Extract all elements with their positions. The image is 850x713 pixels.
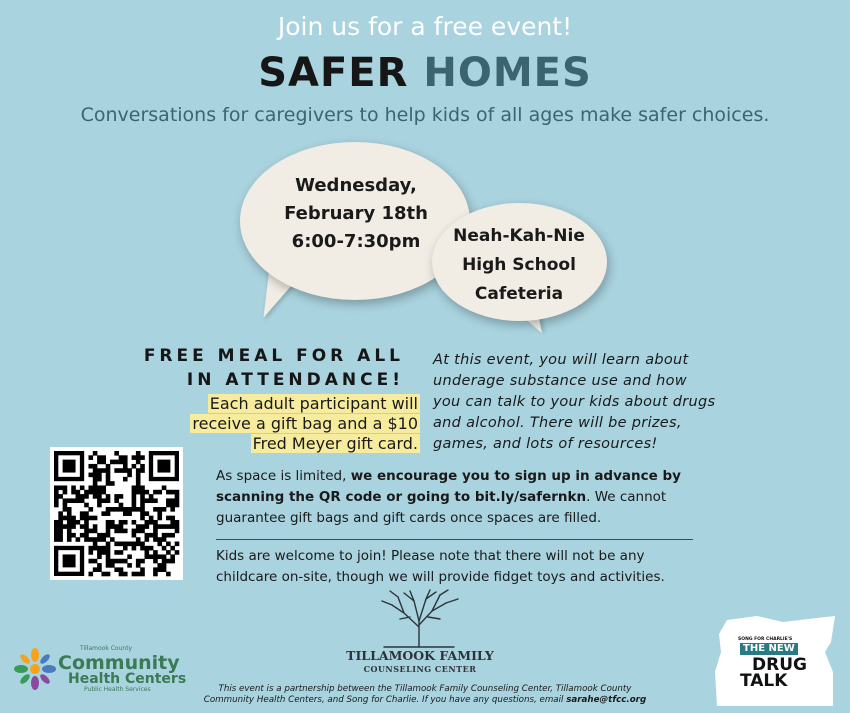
chc-flower-logo-icon <box>12 646 58 692</box>
learn-line-1: At this event, you will learn about <box>433 352 689 368</box>
event-location <box>444 222 594 309</box>
chc-name-line-1: Community <box>58 652 180 674</box>
signup-paragraph <box>216 466 736 529</box>
location-line-3: Cafeteria <box>474 284 564 304</box>
learn-line-3: you can talk to your kids about drugs <box>433 394 716 410</box>
footer-line-1: This event is a partnership between the Tillamook Family Counseling Center, Tillamook County <box>218 684 632 694</box>
drugtalk-new-label: THE NEW <box>740 643 798 655</box>
signup-bold-1: we encourage you to sign up in advance by <box>350 468 681 484</box>
drugtalk-talk-label: TALK <box>740 671 788 691</box>
contact-email[interactable]: sarahe@tfcc.org <box>566 695 647 705</box>
drugtalk-small-label: SONG FOR CHARLIE'S <box>738 637 793 642</box>
chc-name-line-2: Health Centers <box>68 671 187 687</box>
location-line-1: Neah-Kah-Nie <box>453 226 585 246</box>
tfcc-name-line-1: TILLAMOOK FAMILY <box>346 648 494 663</box>
drugtalk-drug-label: DRUG <box>752 655 807 675</box>
event-day: Wednesday, <box>295 175 417 196</box>
event-description <box>433 350 758 455</box>
signup-line-3: guarantee gift bags and gift cards once spaces are filled. <box>216 510 602 526</box>
divider <box>216 539 693 540</box>
signup-link-text[interactable]: scanning the QR code or going to bit.ly/safernkn <box>216 489 587 505</box>
tree-logo-icon <box>374 587 464 649</box>
learn-line-5: games, and lots of resources! <box>433 436 658 452</box>
meal-line-1: FREE MEAL FOR ALL <box>143 346 404 366</box>
gift-line-2: receive a gift bag and a $10 <box>192 414 418 433</box>
learn-line-2: underage substance use and how <box>433 373 687 389</box>
event-date: February 18th <box>284 203 428 224</box>
gift-line-3: Fred Meyer gift card. <box>252 434 418 453</box>
kids-line-1: Kids are welcome to join! Please note that there will not be any <box>216 548 645 564</box>
free-meal-heading <box>140 344 404 392</box>
intro-text: Join us for a free event! <box>277 12 573 41</box>
meal-line-2: IN ATTENDANCE! <box>186 370 404 390</box>
title-safer: SAFER <box>258 50 409 96</box>
chc-name-line-3: Public Health Services <box>84 686 151 693</box>
page-title <box>0 50 850 96</box>
partnership-footer <box>170 684 680 706</box>
signup-prefix: As space is limited, <box>216 468 351 484</box>
location-line-2: High School <box>462 255 576 275</box>
gift-line-1: Each adult participant will <box>209 394 418 413</box>
subtitle: Conversations for caregivers to help kids of all ages make safer choices. <box>80 104 770 126</box>
footer-line-2: Community Health Centers, and Song for Charlie. If you have any questions, email <box>203 695 567 705</box>
chc-county-label: Tillamook County <box>80 645 133 652</box>
tfcc-name-line-2: COUNSELING CENTER <box>363 664 477 674</box>
title-homes: HOMES <box>423 50 592 96</box>
kids-line-2: childcare on-site, though we will provide fidget toys and activities. <box>216 569 665 585</box>
signup-suffix: . We cannot <box>586 489 667 505</box>
kids-note <box>216 546 726 588</box>
gift-card-note <box>164 394 420 454</box>
qr-code-icon[interactable] <box>50 447 183 580</box>
learn-line-4: and alcohol. There will be prizes, <box>433 415 682 431</box>
event-time: 6:00-7:30pm <box>291 231 421 252</box>
event-date-time <box>262 172 450 256</box>
